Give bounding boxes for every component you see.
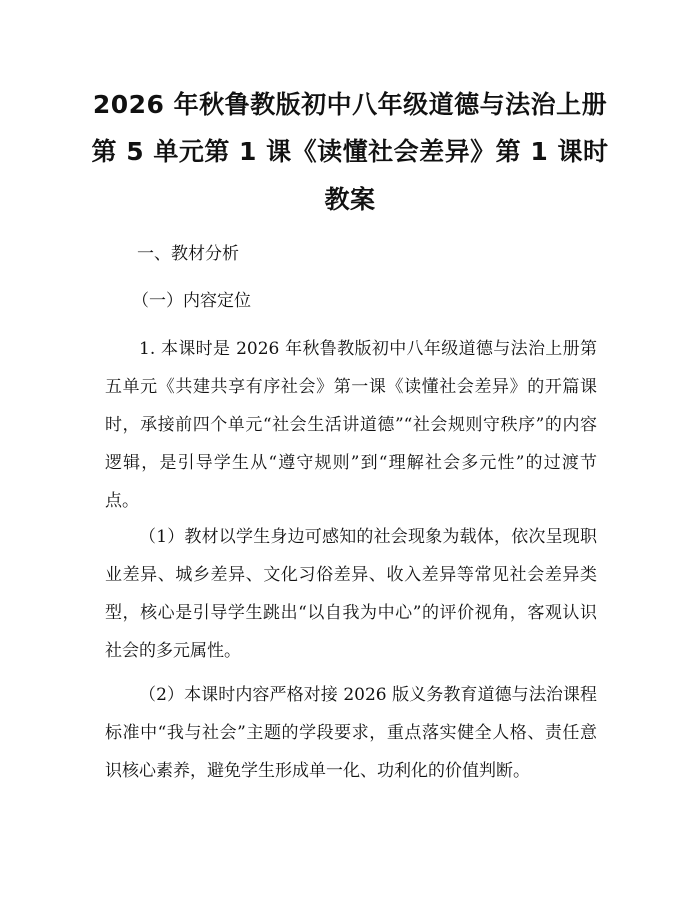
paragraph-3: （2）本课时内容严格对接 2026 版义务教育道德与法治课程标准中“我与社会”主题的学段要求，重点落实健全人格、责任意识核心素养，避免学生形成单一化、功利化的价值判断。 [105, 685, 597, 781]
paragraph-1: 1. 本课时是 2026 年秋鲁教版初中八年级道德与法治上册第五单元《共建共享有序社会》第一课《读懂社会差异》的开篇课时，承接前四个单元“社会生活讲道德”“社会规则守秩序”的内容逻辑，是引导学生从“遵守规则”到“理解社会多元性”的过渡节点。 [105, 339, 597, 511]
subsection-heading: （一）内容定位 [132, 291, 251, 311]
section-heading: 一、教材分析 [137, 244, 239, 264]
document-title-line-1: 2026 年秋鲁教版初中八年级道德与法治上册 [92, 90, 608, 119]
paragraph-2: （1）教材以学生身边可感知的社会现象为载体，依次呈现职业差异、城乡差异、文化习俗差异、收入差异等常见社会差异类型，核心是引导学生跳出“以自我为中心”的评价视角，客观认识社会的多元属性。 [105, 527, 597, 661]
document-title-line-3: 教案 [324, 185, 376, 214]
document-title-line-2: 第 5 单元第 1 课《读懂社会差异》第 1 课时 [91, 137, 609, 166]
